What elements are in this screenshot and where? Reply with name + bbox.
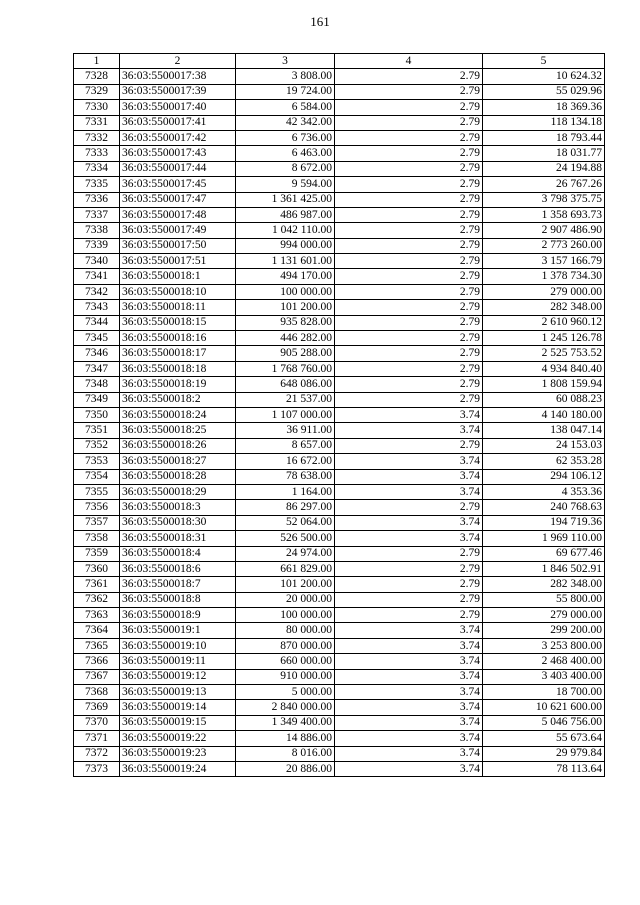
- total-value-cell: 118 134.18: [483, 115, 605, 130]
- area-value-cell: 101 200.00: [236, 300, 335, 315]
- area-value-cell: 6 463.00: [236, 146, 335, 161]
- cadastral-number-cell: 36:03:5500018:2: [120, 392, 236, 407]
- total-value-cell: 18 793.44: [483, 130, 605, 145]
- area-value-cell: 6 736.00: [236, 130, 335, 145]
- row-number-cell: 7369: [74, 700, 120, 715]
- row-number-cell: 7335: [74, 177, 120, 192]
- total-value-cell: 24 194.88: [483, 161, 605, 176]
- row-number-cell: 7336: [74, 192, 120, 207]
- total-value-cell: 282 348.00: [483, 300, 605, 315]
- table-row: [74, 685, 605, 700]
- rate-cell: 2.79: [335, 69, 483, 84]
- table-row: [74, 484, 605, 499]
- table-row: [74, 269, 605, 284]
- area-value-cell: 1 768 760.00: [236, 361, 335, 376]
- row-number-cell: 7360: [74, 561, 120, 576]
- area-value-cell: 494 170.00: [236, 269, 335, 284]
- cadastral-number-cell: 36:03:5500017:49: [120, 223, 236, 238]
- total-value-cell: 3 157 166.79: [483, 254, 605, 269]
- cadastral-number-cell: 36:03:5500017:47: [120, 192, 236, 207]
- row-number-cell: 7354: [74, 469, 120, 484]
- cadastral-number-cell: 36:03:5500018:10: [120, 284, 236, 299]
- area-value-cell: 526 500.00: [236, 531, 335, 546]
- rate-cell: 2.79: [335, 115, 483, 130]
- row-number-cell: 7351: [74, 423, 120, 438]
- total-value-cell: 279 000.00: [483, 284, 605, 299]
- row-number-cell: 7338: [74, 223, 120, 238]
- row-number-cell: 7334: [74, 161, 120, 176]
- total-value-cell: 194 719.36: [483, 515, 605, 530]
- rate-cell: 2.79: [335, 130, 483, 145]
- rate-cell: 2.79: [335, 84, 483, 99]
- table-row: [74, 130, 605, 145]
- table-row: [74, 115, 605, 130]
- row-number-cell: 7363: [74, 608, 120, 623]
- table-row: [74, 300, 605, 315]
- area-value-cell: 648 086.00: [236, 377, 335, 392]
- cadastral-number-cell: 36:03:5500017:48: [120, 207, 236, 222]
- cadastral-number-cell: 36:03:5500019:13: [120, 685, 236, 700]
- rate-cell: 2.79: [335, 207, 483, 222]
- area-value-cell: 5 000.00: [236, 685, 335, 700]
- row-number-cell: 7339: [74, 238, 120, 253]
- area-value-cell: 19 724.00: [236, 84, 335, 99]
- row-number-cell: 7352: [74, 438, 120, 453]
- area-value-cell: 870 000.00: [236, 638, 335, 653]
- cadastral-number-cell: 36:03:5500018:8: [120, 592, 236, 607]
- cadastral-number-cell: 36:03:5500019:11: [120, 654, 236, 669]
- total-value-cell: 2 907 486.90: [483, 223, 605, 238]
- cadastral-number-cell: 36:03:5500018:28: [120, 469, 236, 484]
- rate-cell: 2.79: [335, 238, 483, 253]
- rate-cell: 2.79: [335, 346, 483, 361]
- total-value-cell: 4 934 840.40: [483, 361, 605, 376]
- area-value-cell: 80 000.00: [236, 623, 335, 638]
- rate-cell: 3.74: [335, 746, 483, 761]
- area-value-cell: 446 282.00: [236, 331, 335, 346]
- cadastral-number-cell: 36:03:5500019:1: [120, 623, 236, 638]
- total-value-cell: 18 700.00: [483, 685, 605, 700]
- table-row: [74, 531, 605, 546]
- table-row: [74, 377, 605, 392]
- total-value-cell: 10 624.32: [483, 69, 605, 84]
- area-value-cell: 1 131 601.00: [236, 254, 335, 269]
- row-number-cell: 7332: [74, 130, 120, 145]
- rate-cell: 2.79: [335, 608, 483, 623]
- rate-cell: 3.74: [335, 515, 483, 530]
- area-value-cell: 42 342.00: [236, 115, 335, 130]
- cadastral-number-cell: 36:03:5500018:17: [120, 346, 236, 361]
- table-row: [74, 669, 605, 684]
- rate-cell: 3.74: [335, 669, 483, 684]
- row-number-cell: 7368: [74, 685, 120, 700]
- total-value-cell: 55 029.96: [483, 84, 605, 99]
- rate-cell: 2.79: [335, 546, 483, 561]
- table-row: [74, 500, 605, 515]
- header-cell-2: 2: [120, 54, 236, 69]
- row-number-cell: 7347: [74, 361, 120, 376]
- table-row: [74, 546, 605, 561]
- table-row: [74, 423, 605, 438]
- table-row: [74, 438, 605, 453]
- table-row: [74, 469, 605, 484]
- table-row: [74, 84, 605, 99]
- rate-cell: 2.79: [335, 223, 483, 238]
- table-row: [74, 407, 605, 422]
- table-row: [74, 731, 605, 746]
- area-value-cell: 6 584.00: [236, 100, 335, 115]
- cadastral-number-cell: 36:03:5500017:42: [120, 130, 236, 145]
- rate-cell: 2.79: [335, 269, 483, 284]
- cadastral-number-cell: 36:03:5500018:27: [120, 454, 236, 469]
- cadastral-number-cell: 36:03:5500018:26: [120, 438, 236, 453]
- row-number-cell: 7343: [74, 300, 120, 315]
- area-value-cell: 8 016.00: [236, 746, 335, 761]
- row-number-cell: 7330: [74, 100, 120, 115]
- rate-cell: 3.74: [335, 423, 483, 438]
- area-value-cell: 910 000.00: [236, 669, 335, 684]
- row-number-cell: 7345: [74, 331, 120, 346]
- area-value-cell: 1 164.00: [236, 484, 335, 499]
- total-value-cell: 3 798 375.75: [483, 192, 605, 207]
- cadastral-number-cell: 36:03:5500018:18: [120, 361, 236, 376]
- rate-cell: 2.79: [335, 377, 483, 392]
- rate-cell: 3.74: [335, 700, 483, 715]
- table-row: [74, 654, 605, 669]
- table-row: [74, 177, 605, 192]
- row-number-cell: 7341: [74, 269, 120, 284]
- total-value-cell: 1 808 159.94: [483, 377, 605, 392]
- rate-cell: 3.74: [335, 623, 483, 638]
- table-row: [74, 207, 605, 222]
- row-number-cell: 7346: [74, 346, 120, 361]
- total-value-cell: 62 353.28: [483, 454, 605, 469]
- row-number-cell: 7328: [74, 69, 120, 84]
- cadastral-number-cell: 36:03:5500017:43: [120, 146, 236, 161]
- table-row: [74, 69, 605, 84]
- rate-cell: 3.74: [335, 407, 483, 422]
- total-value-cell: 282 348.00: [483, 577, 605, 592]
- total-value-cell: 240 768.63: [483, 500, 605, 515]
- table-row: [74, 577, 605, 592]
- area-value-cell: 20 886.00: [236, 761, 335, 776]
- cadastral-number-cell: 36:03:5500018:31: [120, 531, 236, 546]
- area-value-cell: 660 000.00: [236, 654, 335, 669]
- area-value-cell: 905 288.00: [236, 346, 335, 361]
- area-value-cell: 994 000.00: [236, 238, 335, 253]
- row-number-cell: 7337: [74, 207, 120, 222]
- row-number-cell: 7364: [74, 623, 120, 638]
- row-number-cell: 7342: [74, 284, 120, 299]
- cadastral-number-cell: 36:03:5500018:1: [120, 269, 236, 284]
- total-value-cell: 4 140 180.00: [483, 407, 605, 422]
- area-value-cell: 78 638.00: [236, 469, 335, 484]
- row-number-cell: 7359: [74, 546, 120, 561]
- cadastral-number-cell: 36:03:5500017:44: [120, 161, 236, 176]
- area-value-cell: 52 064.00: [236, 515, 335, 530]
- table-row: [74, 223, 605, 238]
- table-row: [74, 715, 605, 730]
- cadastral-number-cell: 36:03:5500017:51: [120, 254, 236, 269]
- table-row: [74, 238, 605, 253]
- rate-cell: 3.74: [335, 715, 483, 730]
- rate-cell: 3.74: [335, 469, 483, 484]
- total-value-cell: 2 525 753.52: [483, 346, 605, 361]
- cadastral-number-cell: 36:03:5500019:24: [120, 761, 236, 776]
- table-row: [74, 592, 605, 607]
- rate-cell: 2.79: [335, 577, 483, 592]
- rate-cell: 2.79: [335, 300, 483, 315]
- rate-cell: 2.79: [335, 331, 483, 346]
- header-cell-1: 1: [74, 54, 120, 69]
- cadastral-number-cell: 36:03:5500018:4: [120, 546, 236, 561]
- area-value-cell: 100 000.00: [236, 284, 335, 299]
- total-value-cell: 2 468 400.00: [483, 654, 605, 669]
- total-value-cell: 5 046 756.00: [483, 715, 605, 730]
- cadastral-number-cell: 36:03:5500018:15: [120, 315, 236, 330]
- total-value-cell: 55 673.64: [483, 731, 605, 746]
- total-value-cell: 1 846 502.91: [483, 561, 605, 576]
- row-number-cell: 7373: [74, 761, 120, 776]
- row-number-cell: 7344: [74, 315, 120, 330]
- rate-cell: 3.74: [335, 731, 483, 746]
- cadastral-number-cell: 36:03:5500019:12: [120, 669, 236, 684]
- area-value-cell: 8 657.00: [236, 438, 335, 453]
- table-row: [74, 192, 605, 207]
- row-number-cell: 7356: [74, 500, 120, 515]
- rate-cell: 3.74: [335, 638, 483, 653]
- table-row: [74, 100, 605, 115]
- area-value-cell: 3 808.00: [236, 69, 335, 84]
- cadastral-number-cell: 36:03:5500018:11: [120, 300, 236, 315]
- row-number-cell: 7370: [74, 715, 120, 730]
- row-number-cell: 7333: [74, 146, 120, 161]
- row-number-cell: 7361: [74, 577, 120, 592]
- cadastral-number-cell: 36:03:5500017:40: [120, 100, 236, 115]
- total-value-cell: 78 113.64: [483, 761, 605, 776]
- total-value-cell: 18 031.77: [483, 146, 605, 161]
- row-number-cell: 7371: [74, 731, 120, 746]
- table-row: [74, 608, 605, 623]
- cadastral-number-cell: 36:03:5500017:50: [120, 238, 236, 253]
- row-number-cell: 7331: [74, 115, 120, 130]
- cadastral-number-cell: 36:03:5500018:24: [120, 407, 236, 422]
- rate-cell: 2.79: [335, 438, 483, 453]
- table-row: [74, 638, 605, 653]
- total-value-cell: 1 245 126.78: [483, 331, 605, 346]
- cadastral-number-cell: 36:03:5500019:10: [120, 638, 236, 653]
- rate-cell: 2.79: [335, 361, 483, 376]
- area-value-cell: 8 672.00: [236, 161, 335, 176]
- cadastral-number-cell: 36:03:5500019:23: [120, 746, 236, 761]
- total-value-cell: 2 610 960.12: [483, 315, 605, 330]
- area-value-cell: 36 911.00: [236, 423, 335, 438]
- row-number-cell: 7350: [74, 407, 120, 422]
- data-table: [73, 53, 605, 777]
- header-cell-3: 3: [236, 54, 335, 69]
- rate-cell: 3.74: [335, 654, 483, 669]
- area-value-cell: 14 886.00: [236, 731, 335, 746]
- total-value-cell: 299 200.00: [483, 623, 605, 638]
- area-value-cell: 661 829.00: [236, 561, 335, 576]
- table-row: [74, 254, 605, 269]
- area-value-cell: 486 987.00: [236, 207, 335, 222]
- area-value-cell: 9 594.00: [236, 177, 335, 192]
- cadastral-number-cell: 36:03:5500018:25: [120, 423, 236, 438]
- cadastral-number-cell: 36:03:5500018:19: [120, 377, 236, 392]
- area-value-cell: 1 042 110.00: [236, 223, 335, 238]
- cadastral-number-cell: 36:03:5500018:16: [120, 331, 236, 346]
- row-number-cell: 7357: [74, 515, 120, 530]
- cadastral-number-cell: 36:03:5500017:41: [120, 115, 236, 130]
- total-value-cell: 60 088.23: [483, 392, 605, 407]
- rate-cell: 2.79: [335, 100, 483, 115]
- cadastral-number-cell: 36:03:5500018:3: [120, 500, 236, 515]
- table-row: [74, 146, 605, 161]
- table-row: [74, 346, 605, 361]
- total-value-cell: 24 153.03: [483, 438, 605, 453]
- cadastral-number-cell: 36:03:5500018:29: [120, 484, 236, 499]
- table-row: [74, 746, 605, 761]
- total-value-cell: 4 353.36: [483, 484, 605, 499]
- area-value-cell: 20 000.00: [236, 592, 335, 607]
- total-value-cell: 26 767.26: [483, 177, 605, 192]
- rate-cell: 2.79: [335, 192, 483, 207]
- row-number-cell: 7353: [74, 454, 120, 469]
- cadastral-number-cell: 36:03:5500018:9: [120, 608, 236, 623]
- row-number-cell: 7362: [74, 592, 120, 607]
- total-value-cell: 2 773 260.00: [483, 238, 605, 253]
- table-row: [74, 361, 605, 376]
- cadastral-number-cell: 36:03:5500017:39: [120, 84, 236, 99]
- cadastral-number-cell: 36:03:5500018:6: [120, 561, 236, 576]
- area-value-cell: 100 000.00: [236, 608, 335, 623]
- cadastral-number-cell: 36:03:5500019:15: [120, 715, 236, 730]
- rate-cell: 3.74: [335, 531, 483, 546]
- cadastral-number-cell: 36:03:5500019:14: [120, 700, 236, 715]
- cadastral-number-cell: 36:03:5500018:30: [120, 515, 236, 530]
- rate-cell: 3.74: [335, 484, 483, 499]
- total-value-cell: 1 378 734.30: [483, 269, 605, 284]
- total-value-cell: 10 621 600.00: [483, 700, 605, 715]
- table-row: [74, 515, 605, 530]
- row-number-cell: 7329: [74, 84, 120, 99]
- rate-cell: 2.79: [335, 161, 483, 176]
- rate-cell: 2.79: [335, 500, 483, 515]
- rate-cell: 2.79: [335, 392, 483, 407]
- area-value-cell: 935 828.00: [236, 315, 335, 330]
- rate-cell: 2.79: [335, 561, 483, 576]
- rate-cell: 2.79: [335, 284, 483, 299]
- table-body: [74, 54, 605, 777]
- rate-cell: 3.74: [335, 685, 483, 700]
- table-header-row: [74, 54, 605, 69]
- cadastral-number-cell: 36:03:5500017:38: [120, 69, 236, 84]
- total-value-cell: 138 047.14: [483, 423, 605, 438]
- table-row: [74, 315, 605, 330]
- total-value-cell: 69 677.46: [483, 546, 605, 561]
- area-value-cell: 24 974.00: [236, 546, 335, 561]
- table-row: [74, 623, 605, 638]
- row-number-cell: 7366: [74, 654, 120, 669]
- rate-cell: 2.79: [335, 254, 483, 269]
- rate-cell: 2.79: [335, 592, 483, 607]
- area-value-cell: 16 672.00: [236, 454, 335, 469]
- table-row: [74, 331, 605, 346]
- row-number-cell: 7358: [74, 531, 120, 546]
- total-value-cell: 3 253 800.00: [483, 638, 605, 653]
- rate-cell: 2.79: [335, 177, 483, 192]
- table-row: [74, 454, 605, 469]
- rate-cell: 2.79: [335, 146, 483, 161]
- rate-cell: 2.79: [335, 315, 483, 330]
- area-value-cell: 21 537.00: [236, 392, 335, 407]
- row-number-cell: 7365: [74, 638, 120, 653]
- table-row: [74, 761, 605, 776]
- total-value-cell: 29 979.84: [483, 746, 605, 761]
- total-value-cell: 1 358 693.73: [483, 207, 605, 222]
- table-row: [74, 700, 605, 715]
- total-value-cell: 18 369.36: [483, 100, 605, 115]
- table-row: [74, 392, 605, 407]
- rate-cell: 3.74: [335, 761, 483, 776]
- table-row: [74, 161, 605, 176]
- area-value-cell: 1 349 400.00: [236, 715, 335, 730]
- total-value-cell: 279 000.00: [483, 608, 605, 623]
- cadastral-number-cell: 36:03:5500017:45: [120, 177, 236, 192]
- row-number-cell: 7348: [74, 377, 120, 392]
- area-value-cell: 1 107 000.00: [236, 407, 335, 422]
- total-value-cell: 1 969 110.00: [483, 531, 605, 546]
- area-value-cell: 2 840 000.00: [236, 700, 335, 715]
- row-number-cell: 7355: [74, 484, 120, 499]
- row-number-cell: 7367: [74, 669, 120, 684]
- header-cell-4: 4: [335, 54, 483, 69]
- header-cell-5: 5: [483, 54, 605, 69]
- area-value-cell: 1 361 425.00: [236, 192, 335, 207]
- rate-cell: 3.74: [335, 454, 483, 469]
- area-value-cell: 101 200.00: [236, 577, 335, 592]
- table-row: [74, 284, 605, 299]
- total-value-cell: 55 800.00: [483, 592, 605, 607]
- row-number-cell: 7340: [74, 254, 120, 269]
- cadastral-number-cell: 36:03:5500018:7: [120, 577, 236, 592]
- total-value-cell: 3 403 400.00: [483, 669, 605, 684]
- area-value-cell: 86 297.00: [236, 500, 335, 515]
- total-value-cell: 294 106.12: [483, 469, 605, 484]
- row-number-cell: 7372: [74, 746, 120, 761]
- row-number-cell: 7349: [74, 392, 120, 407]
- table-row: [74, 561, 605, 576]
- cadastral-number-cell: 36:03:5500019:22: [120, 731, 236, 746]
- page-number: 161: [310, 14, 330, 29]
